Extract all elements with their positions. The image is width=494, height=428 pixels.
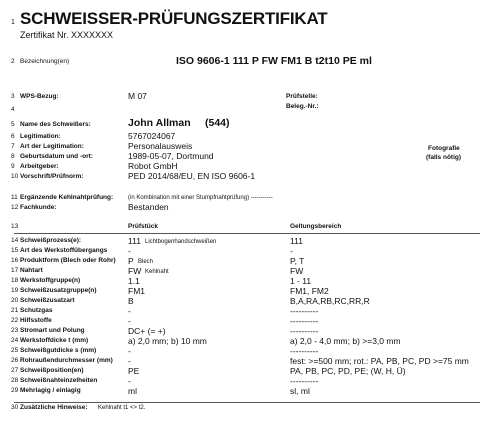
table-row-label: Werkstoffgruppe(n) xyxy=(20,277,81,284)
field-value: PED 2014/68/EU, EN ISO 9606-1 xyxy=(128,171,256,181)
field-label: Geburtsdatum und -ort: xyxy=(20,153,93,160)
table-row-label: Schweißprozess(e): xyxy=(20,237,82,244)
table-row-label: Schweißzusatzgruppe(n) xyxy=(20,287,97,294)
fachkunde-value: Bestanden xyxy=(128,202,169,212)
range-value: a) 2,0 - 4,0 mm; b) >=3,0 mm xyxy=(290,336,401,346)
row-number: 30 xyxy=(11,404,19,411)
range-value: ---------- xyxy=(290,306,319,316)
specimen-value: B xyxy=(128,296,134,306)
row-number: 24 xyxy=(11,337,19,344)
table-row-label: Schweißzusatzart xyxy=(20,297,75,304)
row-number: 3 xyxy=(11,93,15,100)
table-row-label: Schweißgutdicke s (mm) xyxy=(20,347,97,354)
table-row-label: Schutzgas xyxy=(20,307,53,314)
row-number: 15 xyxy=(11,247,19,254)
table-row-label: Art des Werkstoffübergangs xyxy=(20,247,108,254)
specimen-value: 111 xyxy=(128,236,141,246)
specimen-value: P xyxy=(128,256,134,266)
table-row-label: Rohraußendurchmesser (mm) xyxy=(20,357,113,364)
row-number: 19 xyxy=(11,287,19,294)
range-value: FW xyxy=(290,266,304,276)
range-value: - xyxy=(290,246,293,256)
row-number: 11 xyxy=(11,194,18,201)
row-number: 18 xyxy=(11,277,19,284)
range-value: ---------- xyxy=(290,326,319,336)
field-label: Legitimation: xyxy=(20,133,61,140)
specimen-value: a) 2,0 mm; b) 10 mm xyxy=(128,336,207,346)
field-value: 1989-05-07, Dortmund xyxy=(128,151,214,161)
specimen-value: - xyxy=(128,306,131,316)
row-number: 25 xyxy=(11,347,19,354)
fachkunde-label: Fachkunde: xyxy=(20,204,57,211)
range-value: ---------- xyxy=(290,346,319,356)
row-number: 2 xyxy=(11,58,15,65)
title-number: 1 xyxy=(11,19,15,26)
welder-name-label: Name des Schweißers: xyxy=(20,121,91,128)
specimen-value: ml xyxy=(128,386,137,396)
field-value: Personalausweis xyxy=(128,141,193,151)
wps-value: M 07 xyxy=(128,91,147,101)
field-value: 5767024067 xyxy=(128,131,176,141)
range-value: PA, PB, PC, PD, PE; (W, H, Ü) xyxy=(290,366,406,376)
row-number: 10 xyxy=(11,173,19,180)
range-value: B,A,RA,RB,RC,RR,R xyxy=(290,296,370,306)
row-number: 21 xyxy=(11,307,19,314)
row-number: 12 xyxy=(11,204,19,211)
column-header-range: Geltungsbereich xyxy=(290,223,342,230)
specimen-value: PE xyxy=(128,366,140,376)
designation-label: Bezeichnung(en) xyxy=(20,58,70,65)
table-divider xyxy=(14,402,480,403)
row-number: 8 xyxy=(11,153,15,160)
range-value: sl, ml xyxy=(290,386,310,396)
table-row-label: Schweißnahteinzelheiten xyxy=(20,377,98,384)
row-number: 14 xyxy=(11,237,19,244)
specimen-value: FW xyxy=(128,266,142,276)
table-row-label: Hilfsstoffe xyxy=(20,317,52,324)
range-value: 111 xyxy=(290,236,303,246)
range-value: ---------- xyxy=(290,316,319,326)
pruefstelle-label: Prüfstelle: xyxy=(286,93,318,100)
row-number: 29 xyxy=(11,387,19,394)
photo-label: Fotografie xyxy=(428,145,460,152)
range-value: FM1, FM2 xyxy=(290,286,329,296)
field-label: Arbeitgeber: xyxy=(20,163,59,170)
range-value: ---------- xyxy=(290,376,319,386)
row-number: 17 xyxy=(11,267,19,274)
range-value: P, T xyxy=(290,256,305,266)
photo-note: (falls nötig) xyxy=(426,154,462,161)
table-row-label: Nahtart xyxy=(20,267,43,274)
table-row-label: Mehrlagig / einlagig xyxy=(20,387,81,394)
row-number: 27 xyxy=(11,367,19,374)
beleg-label: Beleg.-Nr.: xyxy=(286,103,319,110)
remarks-value: Kehlnaht t1 <> t2. xyxy=(98,405,146,411)
row-number: 7 xyxy=(11,143,15,150)
table-row-label: Stromart und Polung xyxy=(20,327,85,334)
designation-value: ISO 9606-1 111 P FW FM1 B t2t10 PE ml xyxy=(176,55,372,67)
row-number: 6 xyxy=(11,133,15,140)
wps-label: WPS-Bezug: xyxy=(20,93,59,100)
certificate-number: Zertifikat Nr. XXXXXXX xyxy=(20,30,114,40)
specimen-value: - xyxy=(128,316,131,326)
table-row-label: Schweißposition(en) xyxy=(20,367,84,374)
remarks-label: Zusätzliche Hinweise: xyxy=(20,404,88,411)
field-label: Art der Legitimation: xyxy=(20,143,84,150)
row-number: 26 xyxy=(11,357,19,364)
row-number: 23 xyxy=(11,327,19,334)
range-value: 1 - 11 xyxy=(290,276,312,286)
field-label: Vorschrift/Prüfnorm: xyxy=(20,173,84,180)
row-number: 16 xyxy=(11,257,19,264)
row-number: 9 xyxy=(11,163,15,170)
row-number: 4 xyxy=(11,106,15,113)
specimen-value: 1.1 xyxy=(128,276,140,286)
fillet-test-label: Ergänzende Kehlnahtprüfung: xyxy=(20,194,114,201)
specimen-value: - xyxy=(128,356,131,366)
specimen-value: - xyxy=(128,246,131,256)
specimen-value: - xyxy=(128,346,131,356)
fillet-test-value: (in Kombination mit einer Stumpfnahtprüfung) ----------- xyxy=(128,195,273,201)
table-divider xyxy=(14,233,480,234)
specimen-value: FM1 xyxy=(128,286,145,296)
table-row-label: Produktform (Blech oder Rohr) xyxy=(20,257,116,264)
welder-name: John Allman xyxy=(128,117,191,129)
specimen-note: Kehlnaht xyxy=(145,269,169,275)
row-number: 22 xyxy=(11,317,19,324)
specimen-value: - xyxy=(128,376,131,386)
row-number: 28 xyxy=(11,377,19,384)
page-title: SCHWEISSER-PRÜFUNGSZERTIFIKAT xyxy=(20,9,328,28)
table-row-label: Werkstoffdicke t (mm) xyxy=(20,337,89,344)
specimen-note: Lichtbogenhandschweißen xyxy=(145,239,217,245)
welder-id: (544) xyxy=(205,117,230,129)
row-number: 13 xyxy=(11,223,19,230)
range-value: fest: >=500 mm; rot.: PA, PB, PC, PD >=75 mm xyxy=(290,356,469,366)
row-number: 5 xyxy=(11,121,15,128)
specimen-value: DC+ (= +) xyxy=(128,326,166,336)
specimen-note: Blech xyxy=(138,259,154,265)
row-number: 20 xyxy=(11,297,19,304)
column-header-specimen: Prüfstück xyxy=(128,223,158,230)
field-value: Robot GmbH xyxy=(128,161,178,171)
